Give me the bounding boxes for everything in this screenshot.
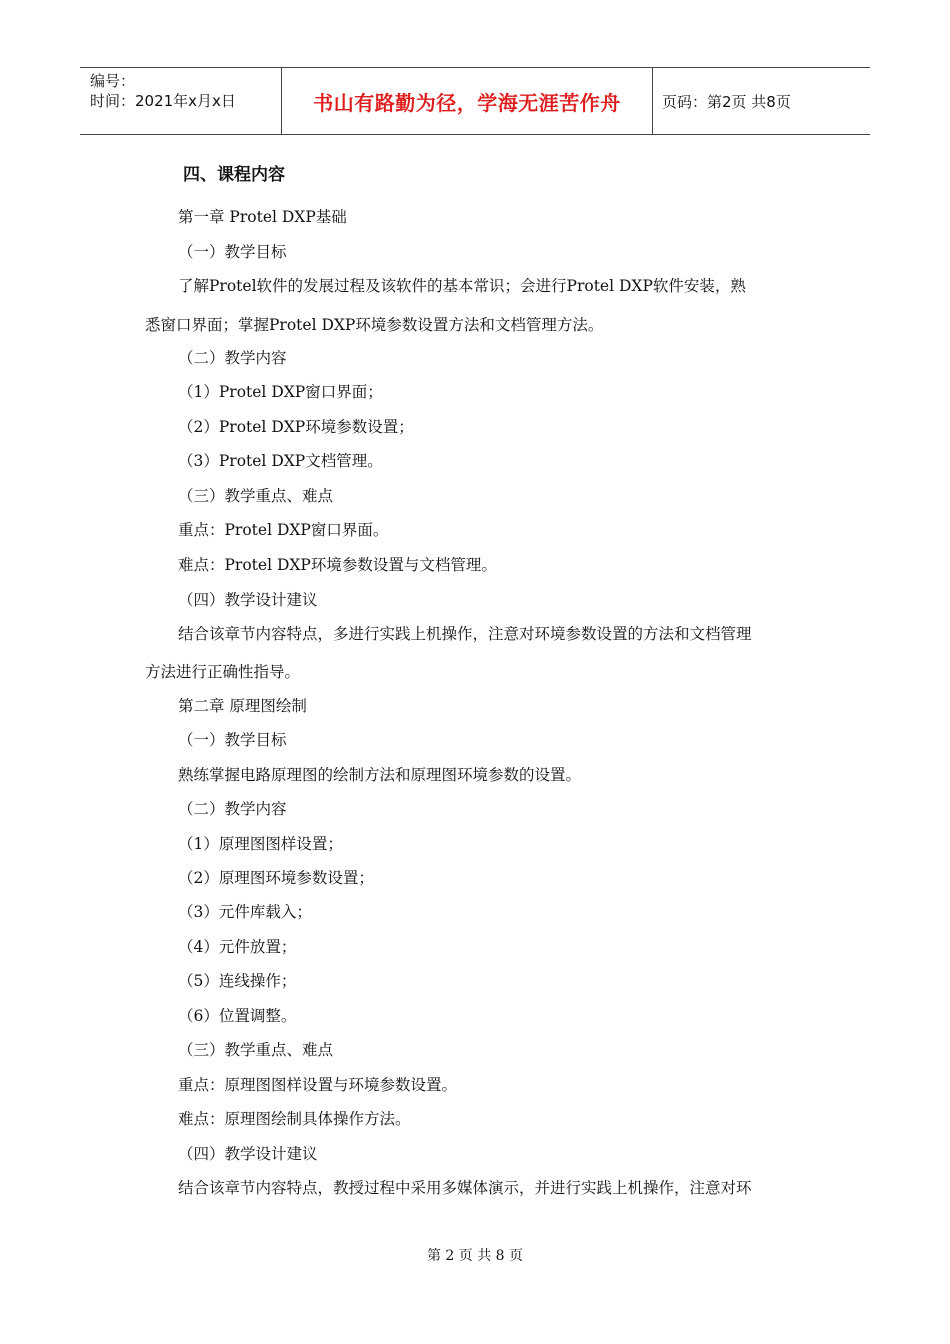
chapter-heading: 第二章 原理图绘制 [178, 697, 307, 715]
page-footer: 第 2 页 共 8 页 [426, 1248, 524, 1264]
paragraph-line: 方法进行正确性指导。 [145, 663, 301, 681]
document-number-label: 编号： [90, 72, 136, 90]
list-item: （5）连线操作； [178, 972, 297, 990]
list-item: （3）元件库载入； [178, 903, 312, 921]
document-time-label: 时间：2021年x月x日 [90, 92, 236, 110]
paragraph-line: 悉窗口界面；掌握Protel DXP环境参数设置方法和文档管理方法。 [145, 316, 604, 334]
subsection-heading: （一）教学目标 [178, 243, 287, 261]
list-item: （1）原理图图样设置； [178, 835, 343, 853]
list-item: （6）位置调整。 [178, 1007, 297, 1025]
subsection-heading: （三）教学重点、难点 [178, 487, 334, 505]
paragraph-line: 难点：Protel DXP环境参数设置与文档管理。 [178, 556, 497, 574]
list-item: （2）原理图环境参数设置； [178, 869, 374, 887]
list-item: （1）Protel DXP窗口界面； [178, 383, 383, 401]
subsection-heading: （四）教学设计建议 [178, 591, 318, 609]
paragraph-line: 结合该章节内容特点，多进行实践上机操作，注意对环境参数设置的方法和文档管理 [178, 625, 752, 643]
subsection-heading: （四）教学设计建议 [178, 1145, 318, 1163]
header-meta [80, 68, 281, 134]
header-motto: 书山有路勤为径，学海无涯苦作舟 [281, 68, 653, 134]
header-page-info: 页码：第2页 共8页 [662, 92, 791, 111]
subsection-heading: （三）教学重点、难点 [178, 1041, 334, 1059]
subsection-heading: （一）教学目标 [178, 731, 287, 749]
list-item: （2）Protel DXP环境参数设置； [178, 418, 414, 436]
paragraph-line: 重点：Protel DXP窗口界面。 [178, 521, 389, 539]
subsection-heading: （二）教学内容 [178, 800, 287, 818]
list-item: （3）Protel DXP文档管理。 [178, 452, 383, 470]
paragraph-line: 结合该章节内容特点，教授过程中采用多媒体演示，并进行实践上机操作，注意对环 [178, 1179, 752, 1197]
paragraph-line: 熟练掌握电路原理图的绘制方法和原理图环境参数的设置。 [178, 766, 582, 784]
paragraph-line: 难点：原理图绘制具体操作方法。 [178, 1110, 411, 1128]
paragraph-line: 了解Protel软件的发展过程及该软件的基本常识；会进行Protel DXP软件安装，熟 [178, 277, 746, 295]
list-item: （4）元件放置； [178, 938, 297, 956]
section-title: 四、课程内容 [183, 165, 285, 185]
subsection-heading: （二）教学内容 [178, 349, 287, 367]
chapter-heading: 第一章 Protel DXP基础 [178, 208, 347, 226]
paragraph-line: 重点：原理图图样设置与环境参数设置。 [178, 1076, 458, 1094]
page-header [80, 67, 870, 135]
